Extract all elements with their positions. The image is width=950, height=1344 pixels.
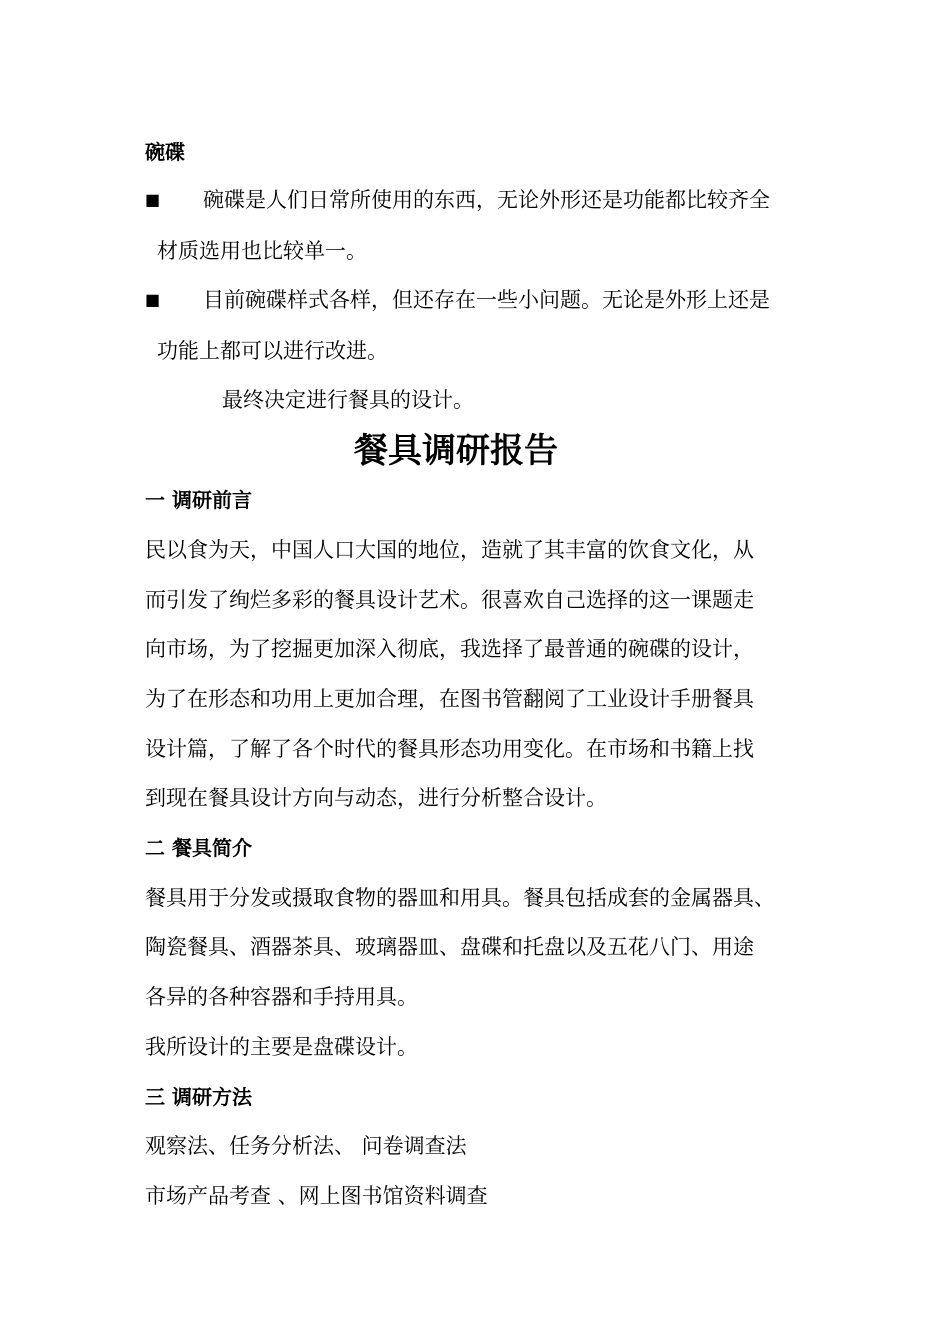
bullet-2-line-2: 功能上都可以进行改进。 (157, 339, 388, 363)
section-1-line: 设计篇，了解了各个时代的餐具形态功用变化。在市场和书籍上找 (145, 737, 754, 761)
section-2-line: 餐具用于分发或摄取食物的器皿和用具。餐具包括成套的金属器具、 (145, 886, 775, 910)
section-2-line: 各异的各种容器和手持用具。 (145, 985, 418, 1009)
bullet-square-icon: ■ (145, 290, 161, 309)
section-1-line: 到现在餐具设计方向与动态，进行分析整合设计。 (145, 786, 607, 810)
section-1-line: 民以食为天，中国人口大国的地位，造就了其丰富的饮食文化，从 (145, 538, 754, 562)
section-1-line: 向市场，为了挖掘更加深入彻底，我选择了最普通的碗碟的设计， (145, 637, 754, 661)
section-2-heading: 二 餐具简介 (145, 836, 252, 860)
report-title: 餐具调研报告 (354, 431, 558, 471)
section-2-line: 陶瓷餐具、酒器茶具、玻璃器皿、盘碟和托盘以及五花八门、用途 (145, 935, 754, 959)
section-1-line: 而引发了绚烂多彩的餐具设计艺术。很喜欢自己选择的这一课题走 (145, 588, 754, 612)
section-3-line: 观察法、任务分析法、 问卷调查法 (145, 1134, 467, 1158)
bullet-1-line-1: 碗碟是人们日常所使用的东西，无论外形还是功能都比较齐全 (203, 188, 770, 212)
section-3-line: 市场产品考查 、网上图书馆资料调查 (145, 1184, 488, 1208)
section-3-heading: 三 调研方法 (145, 1085, 252, 1109)
section-1-line: 为了在形态和功用上更加合理，在图书管翻阅了工业设计手册餐具 (145, 687, 754, 711)
section-2-line: 我所设计的主要是盘碟设计。 (145, 1035, 418, 1059)
bullet-2-line-1: 目前碗碟样式各样，但还存在一些小问题。无论是外形上还是 (203, 288, 770, 312)
bullet-1-line-2: 材质选用也比较单一。 (157, 239, 367, 263)
bullet-square-icon: ■ (145, 190, 161, 209)
intro-heading: 碗碟 (145, 140, 185, 164)
intro-conclusion: 最终决定进行餐具的设计。 (222, 388, 474, 412)
section-1-heading: 一 调研前言 (145, 488, 252, 512)
